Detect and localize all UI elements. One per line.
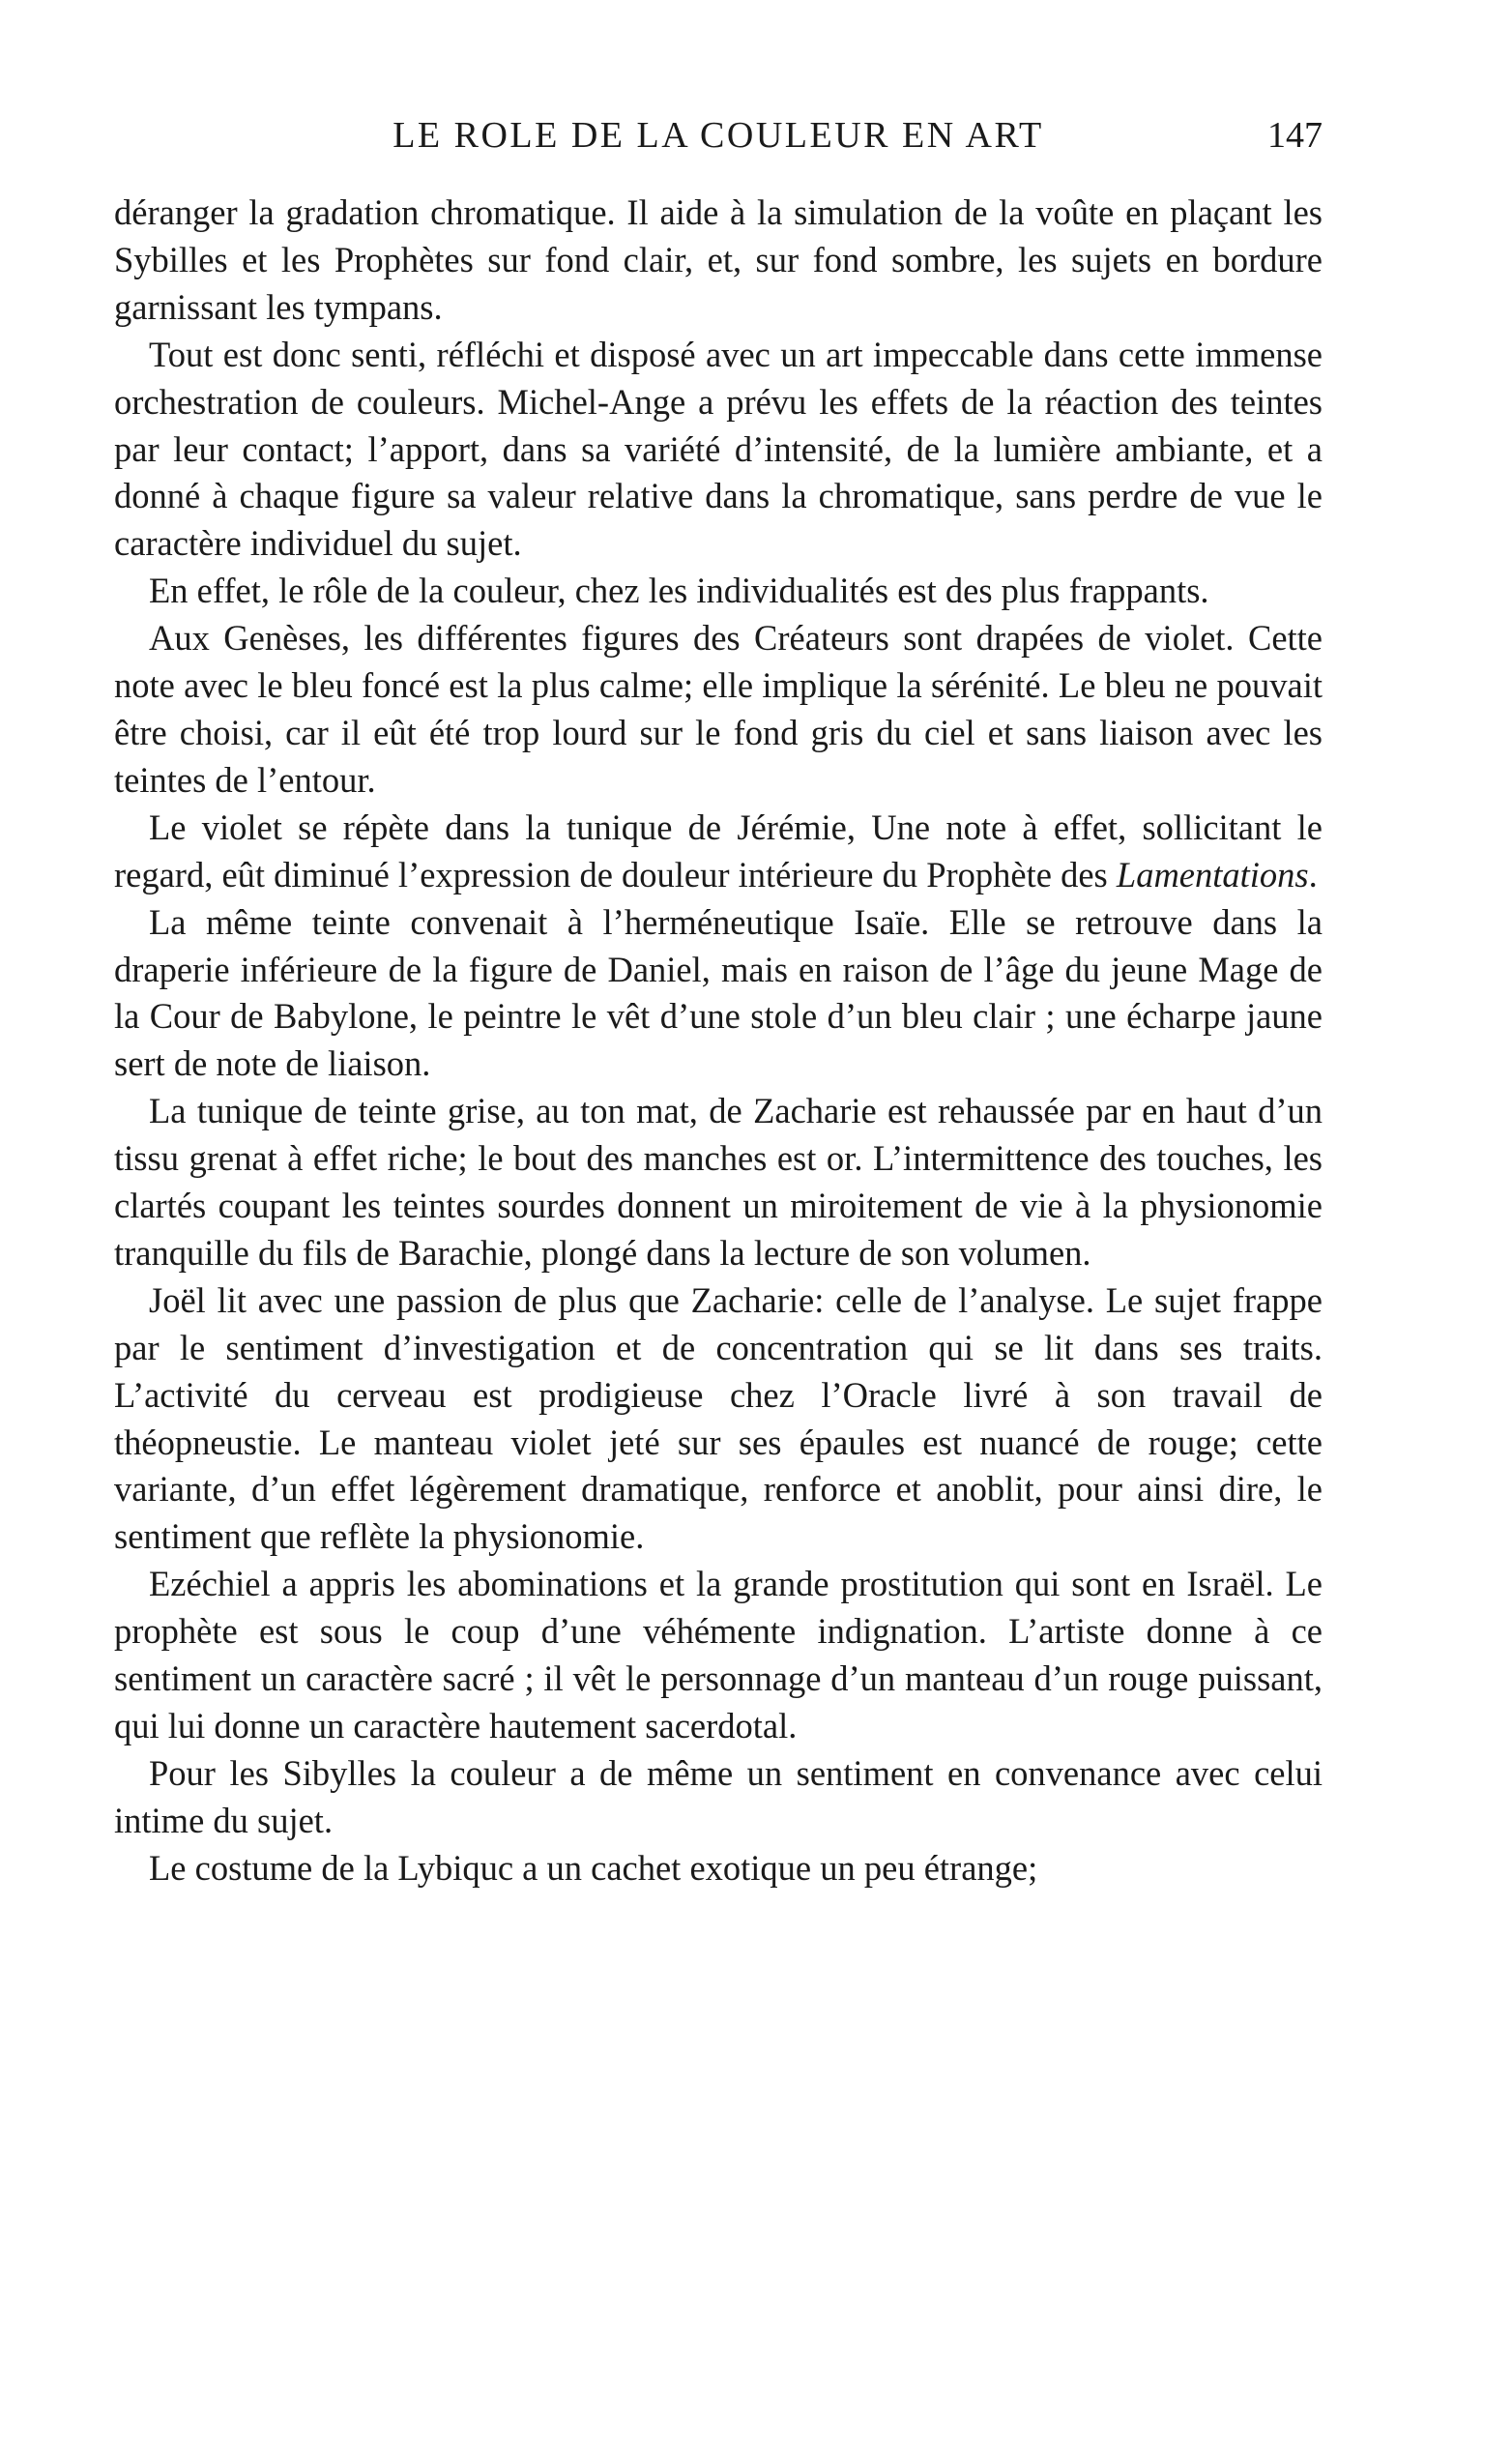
paragraph-9: Ezéchiel a appris les abominations et la grande prostitution qui sont en Israël. Le prophète est sous le coup d’une véhémente indignation. L’artiste donne à ce sentiment un caractère sacré ; il vêt le personnage d’un manteau d’un rouge puissant, qui lui donne un caractère hautement sacerdotal. bbox=[114, 1564, 1323, 1745]
paragraph-3: En effet, le rôle de la couleur, chez les individualités est des plus frappants. bbox=[149, 571, 1209, 611]
paragraph-5-end: . bbox=[1308, 854, 1318, 895]
body-text bbox=[114, 190, 1323, 1892]
paragraph-7: La tunique de teinte grise, au ton mat, de Zacharie est rehaussée par en haut d’un tissu grenat à effet riche; le bout des manches est or. L’intermittence des touches, les clartés coupant les teintes sourdes donnent un miroitement de vie à la physionomie tranquille du fils de Barachie, plongé dans la lecture de son volumen. bbox=[114, 1091, 1323, 1273]
running-title: LE ROLE DE LA COULEUR EN ART bbox=[393, 115, 1044, 156]
paragraph-11: Le costume de la Lybiquc a un cachet exotique un peu étrange; bbox=[149, 1847, 1038, 1888]
paragraph-6: La même teinte convenait à l’herméneutique Isaïe. Elle se retrouve dans la draperie inférieure de la figure de Daniel, mais en raison de l’âge du jeune Mage de la Cour de Babylone, le peintre le vêt d’une stole d’un bleu clair ; une écharpe jaune sert de note de liaison. bbox=[114, 901, 1323, 1084]
italic-title-lamentations: Lamentations bbox=[1116, 854, 1309, 895]
paragraph-1: déranger la gradation chromatique. Il aide à la simulation de la voûte en plaçant les Sybilles et les Prophètes sur fond clair, et, sur fond sombre, les sujets en bordure garnissant les tympans. bbox=[114, 192, 1323, 327]
paragraph-5-text: Le violet se répète dans la tunique de Jérémie, Une note à effet, sollicitant le regard, eût diminué l’expression de douleur intérieure du Prophète des bbox=[114, 807, 1323, 895]
page-number: 147 bbox=[1267, 115, 1323, 156]
paragraph-4: Aux Genèses, les différentes figures des Créateurs sont drapées de violet. Cette note avec le bleu foncé est la plus calme; elle implique la sérénité. Le bleu ne pouvait être choisi, car il eût été trop lourd sur le fond gris du ciel et sans liaison avec les teintes de l’entour. bbox=[114, 618, 1323, 800]
paragraph-2: Tout est donc senti, réfléchi et disposé avec un art impeccable dans cette immense orchestration de couleurs. Michel-Ange a prévu les effets de la réaction des teintes par leur contact; l’apport, dans sa variété d’intensité, de la lumière ambiante, et a donné à chaque figure sa valeur relative dans la chromatique, sans perdre de vue le caractère individuel du sujet. bbox=[114, 334, 1323, 564]
paragraph-5 bbox=[114, 805, 1323, 899]
running-head bbox=[114, 114, 1323, 162]
paragraph-8: Joël lit avec une passion de plus que Zacharie: celle de l’analyse. Le sujet frappe par le sentiment d’investigation et de concentration qui se lit dans ses traits. L’activité du cerveau est prodigieuse chez l’Oracle livré à son travail de théopneustie. Le manteau violet jeté sur ses épaules est nuancé de rouge; cette variante, d’un effet légèrement dramatique, renforce et anoblit, pour ainsi dire, le sentiment que reflète la physionomie. bbox=[114, 1279, 1323, 1557]
paragraph-10: Pour les Sibylles la couleur a de même un sentiment en convenance avec celui intime du sujet. bbox=[114, 1752, 1323, 1840]
